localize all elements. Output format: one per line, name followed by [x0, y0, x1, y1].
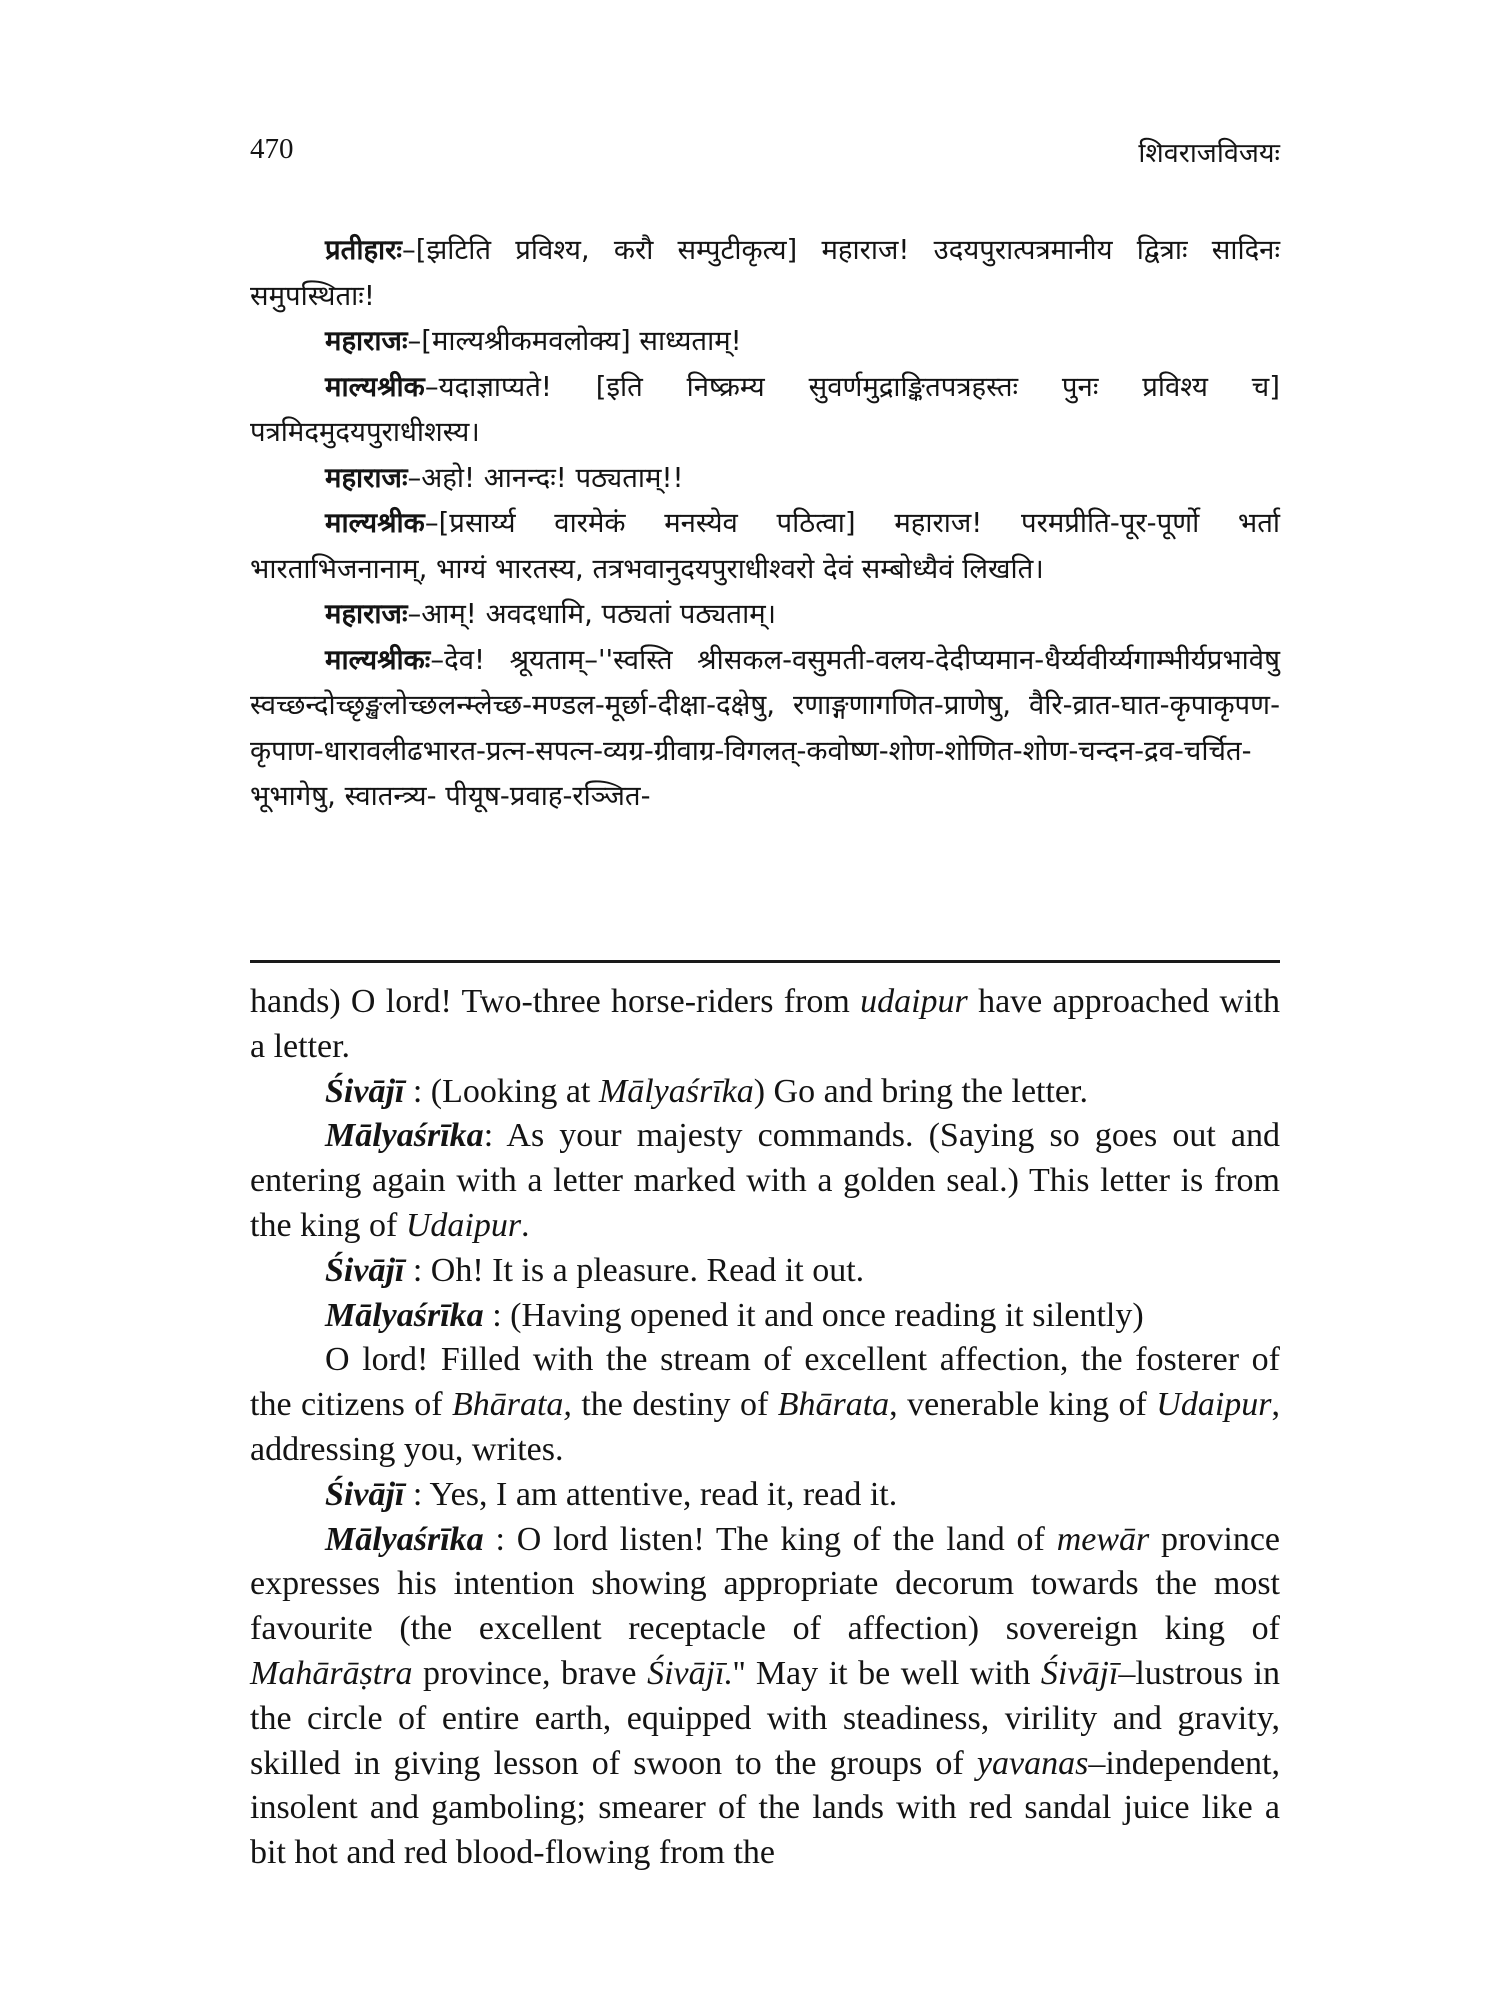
text-run: '' May it be well with	[733, 1654, 1041, 1692]
speaker-name: महाराजः	[325, 461, 408, 494]
text-run: O lord! Filled with the stream of excellent affection, the fosterer of the citizens of	[250, 1341, 1280, 1424]
english-paragraph	[250, 1473, 1280, 1518]
text-run: province expresses his intention showing appropriate decorum towards the most favourite (the excellent receptacle of affection) sovereign king of	[250, 1520, 1281, 1648]
italic-term: Śivājī.	[647, 1654, 734, 1692]
english-paragraph	[250, 1114, 1280, 1248]
speaker-name: Śivājī	[325, 1251, 405, 1289]
dialogue-text: –[प्रसार्य्य वारमेकं मनस्येव पठित्वा] महाराज! परमप्रीति-पूर-पूर्णो भर्ता भारताभिजनानाम्, भाग्यं भारतस्य, तत्रभवानुदयपुराधीश्वरो देवं सम्बोध्यैवं लिखति।	[250, 507, 1280, 585]
text-run: –independent, insolent and gamboling; smearer of the lands with red sandal juice like a bit hot and red blood-flowing from the	[250, 1744, 1280, 1872]
speaker-name: Mālyaśrīka	[325, 1520, 484, 1558]
sanskrit-paragraph	[250, 592, 1280, 638]
sanskrit-paragraph	[250, 365, 1280, 456]
speaker-name: Mālyaśrīka	[325, 1117, 484, 1155]
speaker-name: Mālyaśrīka	[325, 1296, 484, 1334]
english-paragraph	[250, 1070, 1280, 1115]
text-run: ) Go and bring the letter.	[753, 1072, 1088, 1110]
text-run: have approached with a letter.	[250, 983, 1280, 1065]
english-paragraph	[250, 1518, 1280, 1876]
sanskrit-paragraph	[250, 319, 1280, 365]
speaker-name: माल्यश्रीक	[325, 370, 425, 403]
book-page	[250, 0, 1280, 2000]
text-run: , venerable king of	[889, 1386, 1157, 1424]
text-run: hands) O lord! Two-three horse-riders from	[250, 983, 861, 1020]
italic-term: udaipur	[860, 983, 968, 1020]
dialogue-text: –[झटिति प्रविश्य, करौ सम्पुटीकृत्य] महाराज! उदयपुरात्पत्रमानीय द्वित्राः सादिनः समुपस्थिताः!	[250, 234, 1280, 312]
dialogue-text: –आम्! अवदधामि, पठ्यतां पठ्यताम्।	[407, 598, 777, 630]
page-header	[250, 133, 1280, 173]
italic-term: yavanas	[976, 1744, 1089, 1782]
dialogue-text: –देव! श्रूयताम्–''स्वस्ति श्रीसकल-वसुमती-वलय-देदीप्यमान-धैर्य्यवीर्य्यगाम्भीर्यप्रभावेषु स्वच्छन्दोच्छृङ्खलोच्छलन्म्लेच्छ-मण्डल-मूर्छा-दीक्षा-दक्षेषु, रणाङ्गणागणित-प्राणेषु, वैरि-व्रात-घात-कृपाकृपण-कृपाण-धारावलीढभारत-प्रत्न-सपत्न-व्यग्र-ग्रीवाग्र-विगलत्-कवोष्ण-शोण-शोणित-शोण-चन्दन-द्रव-चर्चित-भूभागेषु, स्वातन्त्र्य- पीयूष-प्रवाह-रञ्जित-	[250, 643, 1280, 812]
dialogue-text: –[माल्यश्रीकमवलोक्य] साध्यताम्!	[407, 325, 742, 357]
page-number: 470	[250, 133, 294, 165]
text-run: .	[521, 1206, 530, 1244]
english-paragraph	[250, 1338, 1280, 1472]
sanskrit-paragraph	[250, 638, 1280, 820]
italic-term: Mālyaśrīka	[598, 1072, 754, 1110]
text-run: –lustrous in the circle of entire earth, equipped with steadiness, virility and gravity, skilled in giving lesson of swoon to the groups of	[250, 1654, 1280, 1782]
text-run: : O lord listen! The king of the land of	[483, 1520, 1057, 1558]
speaker-name: महाराजः	[325, 598, 408, 630]
dialogue-text: –अहो! आनन्दः! पठ्यताम्!!	[407, 461, 684, 494]
english-paragraph	[250, 1294, 1280, 1339]
speaker-name: Śivājī	[325, 1475, 405, 1513]
text-run: : As your majesty commands. (Saying so goes out and entering again with a letter marked with a golden seal.) This letter is from the king of	[250, 1117, 1280, 1244]
speaker-name: माल्यश्रीकः	[325, 643, 431, 676]
text-run: : (Having opened it and once reading it silently)	[483, 1296, 1144, 1334]
sanskrit-paragraph	[250, 228, 1280, 319]
english-paragraph	[250, 980, 1280, 1070]
text-run: : Oh! It is a pleasure. Read it out.	[404, 1251, 865, 1289]
italic-term: Śivājī	[1040, 1654, 1119, 1692]
text-run: province, brave	[412, 1654, 648, 1692]
italic-term: Bhārata,	[451, 1386, 572, 1424]
sanskrit-paragraph	[250, 456, 1280, 502]
speaker-name: प्रतीहारः	[325, 234, 402, 266]
dialogue-text: –यदाज्ञाप्यते! [इति निष्क्रम्य सुवर्णमुद्राङ्कितपत्रहस्तः पुनः प्रविश्य च] पत्रमिदमुदयपुराधीशस्य।	[250, 370, 1280, 448]
sanskrit-paragraph	[250, 501, 1280, 592]
speaker-name: Śivājī	[325, 1072, 405, 1110]
italic-term: Bhārata	[777, 1386, 890, 1424]
speaker-name: महाराजः	[325, 325, 408, 357]
italic-term: Udaipur	[1156, 1386, 1272, 1424]
text-run: the destiny of	[571, 1386, 778, 1424]
text-run: : Yes, I am attentive, read it, read it.	[404, 1475, 898, 1513]
text-run: , addressing you, writes.	[250, 1386, 1281, 1468]
running-title: शिवराजविजयः	[1138, 138, 1280, 169]
text-run: : (Looking at	[404, 1072, 599, 1110]
english-translation-block	[250, 980, 1280, 1876]
speaker-name: माल्यश्रीक	[325, 507, 425, 539]
italic-term: mewār	[1056, 1520, 1150, 1558]
italic-term: Mahārāṣtra	[250, 1654, 413, 1692]
sanskrit-text-block	[250, 228, 1280, 820]
italic-term: Udaipur	[405, 1206, 522, 1244]
section-divider	[250, 960, 1280, 963]
english-paragraph	[250, 1249, 1280, 1294]
